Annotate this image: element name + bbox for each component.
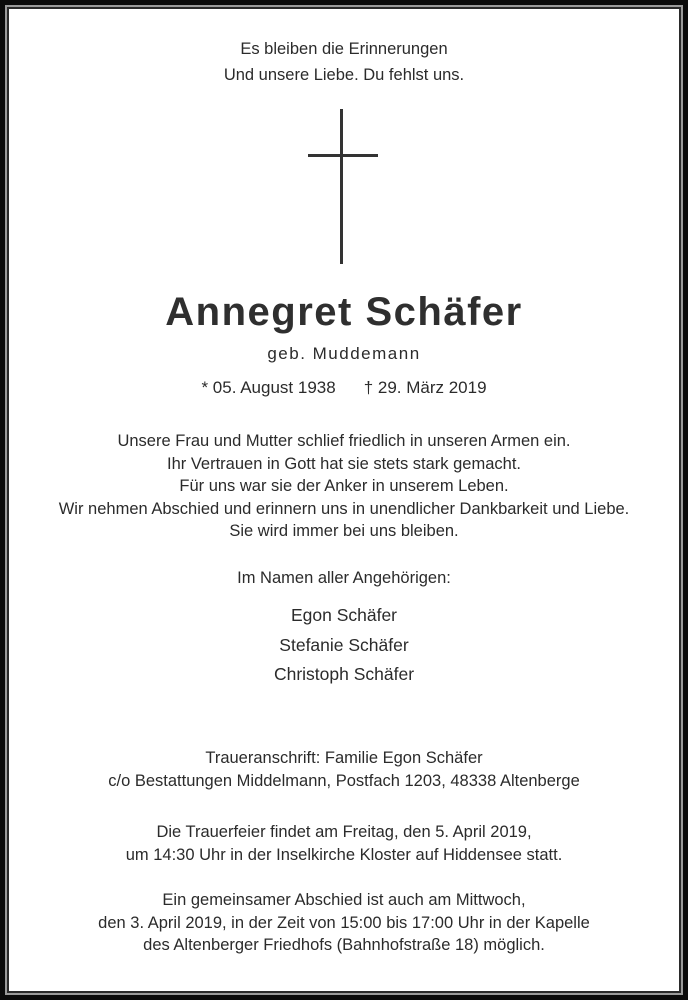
farewell-line: den 3. April 2019, in der Zeit von 15:00 bis 17:00 Uhr in der Kapelle bbox=[98, 913, 590, 932]
cross-icon bbox=[308, 109, 380, 265]
motto-line: Und unsere Liebe. Du fehlst uns. bbox=[223, 66, 465, 84]
tribute-line: Für uns war sie der Anker in unserem Leben. bbox=[179, 477, 509, 495]
mourners-list bbox=[9, 601, 679, 690]
farewell-line: des Altenberger Friedhofs (Bahnhofstraße 18) möglich. bbox=[143, 936, 545, 954]
tribute-line: Sie wird immer bei uns bleiben. bbox=[229, 522, 459, 540]
ceremony-line: Die Trauerfeier findet am Freitag, den 5. April 2019, bbox=[156, 823, 532, 841]
motto bbox=[9, 36, 679, 88]
life-dates bbox=[9, 376, 679, 400]
cross-vertical-bar bbox=[340, 109, 343, 264]
mourner-name: Stefanie Schäfer bbox=[279, 634, 409, 655]
ceremony-line: um 14:30 Uhr in der Inselkirche Kloster auf Hiddensee statt. bbox=[125, 845, 563, 864]
farewell-line: Ein gemeinsamer Abschied ist auch am Mittwoch, bbox=[162, 891, 526, 909]
tribute-line: Unsere Frau und Mutter schlief friedlich in unseren Armen ein. bbox=[117, 432, 571, 450]
mourner-name: Egon Schäfer bbox=[290, 605, 398, 625]
maiden-name: geb. Muddemann bbox=[267, 344, 421, 363]
address-line: c/o Bestattungen Middelmann, Postfach 1203, 48338 Altenberge bbox=[108, 771, 580, 790]
mourning-address bbox=[9, 747, 679, 792]
deceased-name: Annegret Schäfer bbox=[165, 290, 523, 334]
birth-date: * 05. August 1938 bbox=[201, 378, 336, 397]
mourners-intro: Im Namen aller Angehörigen: bbox=[237, 569, 451, 587]
mourner-name: Christoph Schäfer bbox=[273, 664, 415, 684]
motto-line: Es bleiben die Erinnerungen bbox=[240, 40, 448, 58]
address-line: Traueranschrift: Familie Egon Schäfer bbox=[205, 749, 483, 767]
tribute-line: Wir nehmen Abschied und erinnern uns in unendlicher Dankbarkeit und Liebe. bbox=[58, 499, 630, 518]
tribute-text bbox=[9, 430, 679, 543]
cross-horizontal-bar bbox=[308, 154, 378, 157]
obituary-notice bbox=[9, 9, 679, 991]
farewell-info bbox=[9, 889, 679, 957]
death-date: † 29. März 2019 bbox=[363, 378, 487, 397]
tribute-line: Ihr Vertrauen in Gott hat sie stets stark gemacht. bbox=[166, 454, 521, 473]
funeral-ceremony-info bbox=[9, 821, 679, 866]
